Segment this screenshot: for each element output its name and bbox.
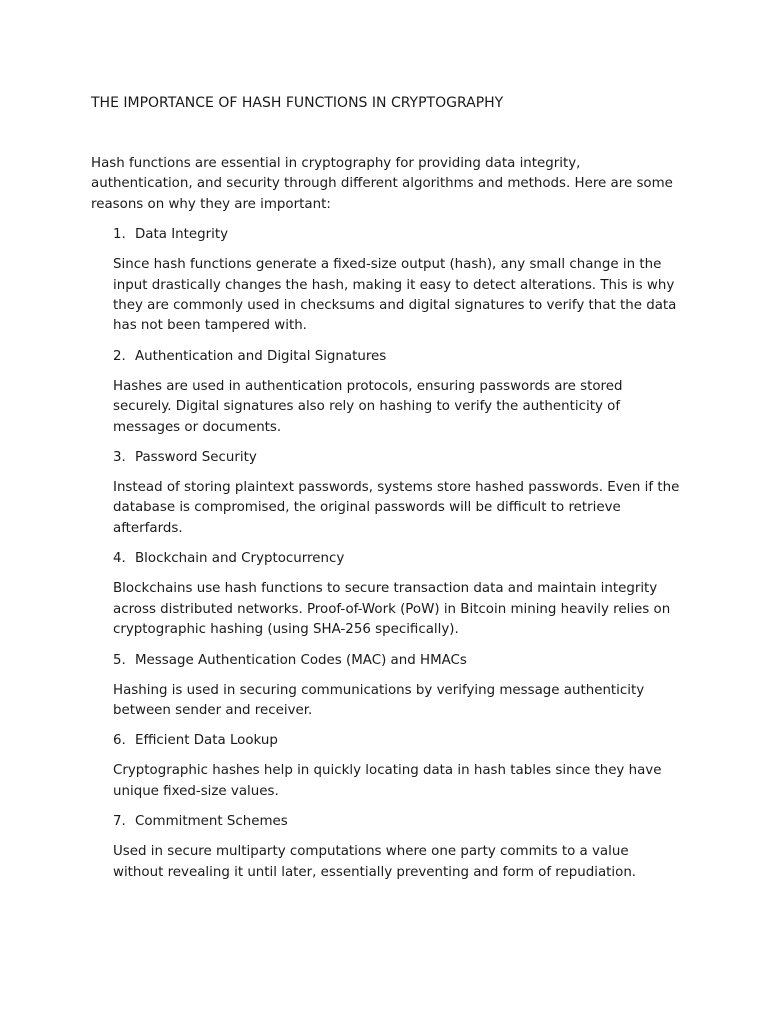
list-item — [113, 225, 681, 337]
item-heading — [113, 651, 681, 671]
item-heading — [113, 731, 681, 751]
document-content — [91, 93, 681, 893]
item-number: 6. — [113, 733, 126, 749]
item-body: Instead of storing plaintext passwords, systems store hashed passwords. Even if the database is compromised, the original passwords will be difficult to retrieve afterfards. — [113, 480, 680, 536]
item-body: Cryptographic hashes help in quickly locating data in hash tables since they have unique fixed-size values. — [113, 763, 662, 799]
item-body: Hashes are used in authentication protocols, ensuring passwords are stored securely. Digital signatures also rely on hashing to verify the authenticity of messages or documents. — [113, 378, 623, 435]
item-number: 2. — [113, 348, 126, 364]
item-heading-text: Commitment Schemes — [135, 814, 288, 830]
list-item — [113, 812, 681, 883]
item-heading-text: Authentication and Digital Signatures — [135, 348, 387, 364]
item-heading — [113, 448, 681, 468]
item-number: 4. — [113, 551, 126, 567]
list-item — [113, 651, 681, 722]
item-body: Hashing is used in securing communications by verifying message authenticity between sender and receiver. — [113, 682, 645, 718]
item-heading-text: Data Integrity — [135, 227, 229, 243]
document-title: THE IMPORTANCE OF HASH FUNCTIONS IN CRYPTOGRAPHY — [91, 95, 504, 111]
item-body: Since hash functions generate a fixed-size output (hash), any small change in the input drastically changes the hash, making it easy to detect alterations. This is why they are commonly used in checksums and digital signatures to verify that the data has not been tampered with. — [113, 257, 677, 334]
item-heading — [113, 549, 681, 569]
list-item — [113, 448, 681, 539]
intro-paragraph: Hash functions are essential in cryptography for providing data integrity, authentication, and security through different algorithms and methods. Here are some reasons on why they are important: — [91, 156, 673, 212]
list-item — [113, 347, 681, 438]
list-item — [113, 731, 681, 802]
item-number: 7. — [113, 814, 126, 830]
item-number: 5. — [113, 652, 126, 668]
item-heading — [113, 347, 681, 367]
item-heading-text: Blockchain and Cryptocurrency — [135, 551, 345, 567]
item-heading-text: Message Authentication Codes (MAC) and HMACs — [135, 652, 467, 668]
list-item — [113, 549, 681, 640]
reasons-list — [113, 225, 681, 883]
item-heading — [113, 225, 681, 245]
item-heading-text: Password Security — [135, 450, 257, 466]
item-number: 3. — [113, 450, 126, 466]
item-body: Used in secure multiparty computations where one party commits to a value without revealing it until later, essentially preventing and form of repudiation. — [113, 844, 637, 880]
item-number: 1. — [113, 227, 126, 243]
item-heading — [113, 812, 681, 832]
item-body: Blockchains use hash functions to secure transaction data and maintain integrity across distributed networks. Proof-of-Work (PoW) in Bitcoin mining heavily relies on cryptographic hashing (using SHA-256 specifically). — [113, 581, 671, 638]
item-heading-text: Efficient Data Lookup — [135, 733, 278, 749]
